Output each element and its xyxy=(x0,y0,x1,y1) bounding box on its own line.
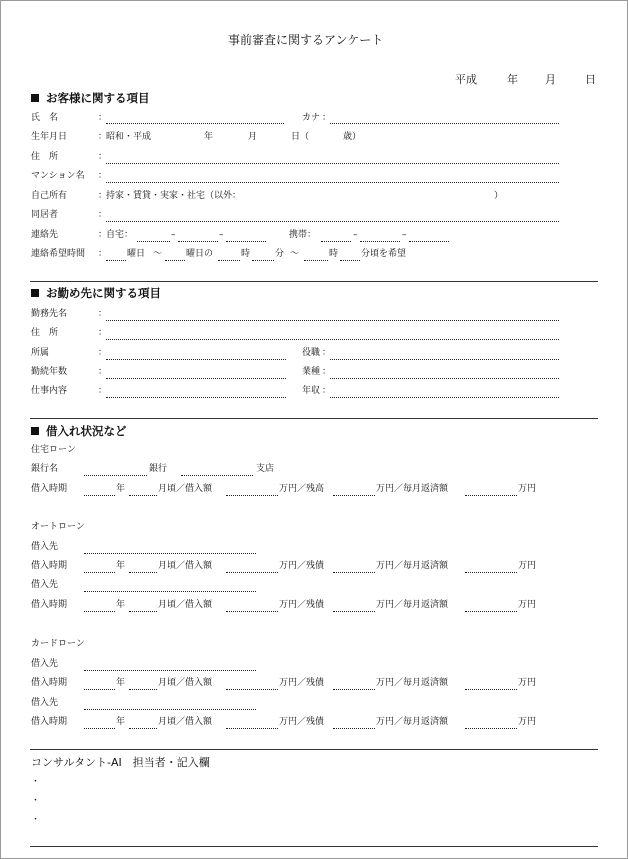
colon: ： xyxy=(98,171,108,181)
card-lender-field[interactable] xyxy=(84,709,256,710)
work-address-label: 住 所 xyxy=(31,328,59,338)
mobile-phone-3[interactable] xyxy=(409,241,449,242)
colon: ： xyxy=(322,367,332,377)
balance-label: 万円／残債 xyxy=(279,678,325,688)
mobile-phone-1[interactable] xyxy=(321,241,351,242)
monthly-label: 万円／毎月返済額 xyxy=(376,484,449,494)
card-time-label: 借入時期 xyxy=(31,717,68,727)
housing-monthly-field[interactable] xyxy=(465,495,517,496)
address-field[interactable] xyxy=(106,163,559,164)
card-month-field[interactable] xyxy=(129,689,157,690)
address-label: 住 所 xyxy=(31,152,59,162)
colon: ： xyxy=(98,309,108,319)
auto-lender-field[interactable] xyxy=(84,553,256,554)
pref-hour2-field[interactable] xyxy=(304,260,328,261)
section-heading-work: お勤め先に関する項目 xyxy=(31,288,161,300)
date-year: 年 xyxy=(507,73,518,86)
auto-time-label: 借入時期 xyxy=(31,561,68,571)
auto-monthly-field[interactable] xyxy=(465,611,517,612)
dash: – xyxy=(219,230,224,240)
colon: ： xyxy=(322,386,332,396)
work-address-field[interactable] xyxy=(106,339,559,340)
birth-day: 日（ xyxy=(291,132,310,142)
home-phone-1[interactable] xyxy=(137,241,170,242)
pref-weekday2: 曜日の xyxy=(186,249,214,259)
card-balance-field[interactable] xyxy=(333,689,375,690)
colon: ： xyxy=(98,191,108,201)
colon: ： xyxy=(98,230,108,240)
auto-monthly-field[interactable] xyxy=(465,572,517,573)
colon: ： xyxy=(98,113,108,123)
pref-suffix: 分頃を希望 xyxy=(361,249,407,259)
monthly-label: 万円／毎月返済額 xyxy=(376,600,449,610)
auto-year-field[interactable] xyxy=(84,611,115,612)
birth-label: 生年月日 xyxy=(31,132,68,142)
pref-minute-field[interactable] xyxy=(252,260,274,261)
colon: ： xyxy=(98,386,108,396)
own-close: ） xyxy=(494,191,504,201)
card-loan-heading: カードローン xyxy=(31,639,85,649)
monthly-label: 万円／毎月返済額 xyxy=(376,678,449,688)
pref-weekday-field[interactable] xyxy=(106,260,126,261)
year-suffix: 年 xyxy=(116,484,126,494)
years-field[interactable] xyxy=(106,378,286,379)
colon: ： xyxy=(322,113,332,123)
industry-field[interactable] xyxy=(330,378,559,379)
auto-balance-field[interactable] xyxy=(333,572,375,573)
colon: ： xyxy=(98,328,108,338)
industry-label: 業種 xyxy=(302,367,321,377)
section-divider xyxy=(30,418,598,419)
monthly-label: 万円／毎月返済額 xyxy=(376,561,449,571)
square-bullet-icon xyxy=(31,427,39,435)
colon: ： xyxy=(98,152,108,162)
year-suffix: 年 xyxy=(116,561,126,571)
month-amount-label: 月頃／借入額 xyxy=(158,717,213,727)
yen-suffix: 万円 xyxy=(518,484,537,494)
yen-suffix: 万円 xyxy=(518,717,537,727)
card-year-field[interactable] xyxy=(84,728,115,729)
wave: ～ xyxy=(153,249,163,259)
kana-field[interactable] xyxy=(330,123,559,124)
dash: – xyxy=(353,230,358,240)
section-heading-customer: お客様に関する項目 xyxy=(31,93,150,105)
birth-era[interactable]: 昭和・平成 xyxy=(106,132,152,142)
card-monthly-field[interactable] xyxy=(465,728,517,729)
name-field[interactable] xyxy=(106,123,284,124)
square-bullet-icon xyxy=(31,94,39,102)
bank-label: 銀行名 xyxy=(31,464,59,474)
memo-bullet[interactable]: ・ xyxy=(31,777,41,787)
year-suffix: 年 xyxy=(116,717,126,727)
date-day: 日 xyxy=(585,73,596,86)
mobile-phone-2[interactable] xyxy=(360,241,400,242)
housing-month-field[interactable] xyxy=(129,495,157,496)
housing-loan-heading: 住宅ローン xyxy=(31,445,76,455)
years-label: 勤続年数 xyxy=(31,367,68,377)
balance-label: 万円／残債 xyxy=(279,600,325,610)
housing-year-field[interactable] xyxy=(84,495,115,496)
name-label: 氏 名 xyxy=(31,113,59,123)
cohab-label: 同居者 xyxy=(31,210,59,220)
company-field[interactable] xyxy=(106,320,559,321)
pref-hour-field[interactable] xyxy=(218,260,240,261)
colon: ： xyxy=(98,132,108,142)
month-amount-label: 月頃／借入額 xyxy=(158,561,213,571)
branch-suffix: 支店 xyxy=(256,464,275,474)
home-label: 自宅： xyxy=(106,230,134,240)
card-lender-field[interactable] xyxy=(84,670,256,671)
card-amount-field[interactable] xyxy=(226,689,278,690)
wave: ～ xyxy=(290,249,300,259)
dept-field[interactable] xyxy=(106,359,286,360)
section-divider xyxy=(30,846,598,847)
hour: 時 xyxy=(329,249,339,259)
own-label: 自己所有 xyxy=(31,191,68,201)
home-phone-3[interactable] xyxy=(226,241,266,242)
bank-suffix: 銀行 xyxy=(149,464,168,474)
dash: – xyxy=(171,230,176,240)
auto-balance-field[interactable] xyxy=(333,611,375,612)
memo-bullet[interactable]: ・ xyxy=(31,796,41,806)
auto-year-field[interactable] xyxy=(84,572,115,573)
section-divider xyxy=(30,749,598,750)
auto-time-label: 借入時期 xyxy=(31,600,68,610)
pref-weekday2-field[interactable] xyxy=(165,260,185,261)
card-month-field[interactable] xyxy=(129,728,157,729)
memo-bullet[interactable]: ・ xyxy=(31,815,41,825)
section-heading-loans: 借入れ状況など xyxy=(31,426,127,438)
company-label: 勤務先名 xyxy=(31,309,68,319)
section-divider xyxy=(30,281,598,282)
housing-balance-field[interactable] xyxy=(333,495,375,496)
kana-label: カナ xyxy=(302,113,321,123)
branch-field[interactable] xyxy=(181,475,253,476)
card-balance-field[interactable] xyxy=(333,728,375,729)
balance-label: 万円／残高 xyxy=(279,484,325,494)
colon: ： xyxy=(98,367,108,377)
month-amount-label: 月頃／借入額 xyxy=(158,484,213,494)
pref-weekday: 曜日 xyxy=(127,249,146,259)
pref-minute2-field[interactable] xyxy=(340,260,360,261)
yen-suffix: 万円 xyxy=(518,600,537,610)
card-monthly-field[interactable] xyxy=(465,689,517,690)
pref-label: 連絡希望時間 xyxy=(31,249,86,259)
income-label: 年収 xyxy=(302,386,321,396)
balance-label: 万円／残債 xyxy=(279,561,325,571)
colon: ： xyxy=(322,348,332,358)
square-bullet-icon xyxy=(31,289,39,297)
card-time-label: 借入時期 xyxy=(31,678,68,688)
colon: ： xyxy=(98,249,108,259)
own-options[interactable]: 持家・賃貸・実家・社宅（以外： xyxy=(106,191,242,201)
auto-lender-label: 借入先 xyxy=(31,542,59,552)
hour: 時 xyxy=(241,249,251,259)
colon: ： xyxy=(98,210,108,220)
consultant-heading: コンサルタント-AI 担当者・記入欄 xyxy=(31,756,210,769)
home-phone-2[interactable] xyxy=(178,241,218,242)
birth-year: 年 xyxy=(204,132,214,142)
balance-label: 万円／残債 xyxy=(279,717,325,727)
auto-loan-heading: オートローン xyxy=(31,522,85,532)
minute: 分 xyxy=(275,249,285,259)
year-suffix: 年 xyxy=(116,678,126,688)
yen-suffix: 万円 xyxy=(518,678,537,688)
auto-amount-field[interactable] xyxy=(226,572,278,573)
card-year-field[interactable] xyxy=(84,689,115,690)
dash: – xyxy=(402,230,407,240)
monthly-label: 万円／毎月返済額 xyxy=(376,717,449,727)
position-label: 役職 xyxy=(302,348,321,358)
date-month: 月 xyxy=(545,73,556,86)
mansion-field[interactable] xyxy=(106,182,559,183)
housing-time-label: 借入時期 xyxy=(31,484,68,494)
job-label: 仕事内容 xyxy=(31,386,68,396)
birth-month: 月 xyxy=(248,132,258,142)
job-field[interactable] xyxy=(106,397,286,398)
position-field[interactable] xyxy=(330,359,559,360)
date-era: 平成 xyxy=(455,73,477,86)
month-amount-label: 月頃／借入額 xyxy=(158,678,213,688)
year-suffix: 年 xyxy=(116,600,126,610)
income-field[interactable] xyxy=(330,397,559,398)
colon: ： xyxy=(98,348,108,358)
mobile-label: 携帯： xyxy=(289,230,317,240)
contact-label: 連絡先 xyxy=(31,230,59,240)
page-title: 事前審査に関するアンケート xyxy=(228,33,384,47)
auto-lender-label: 借入先 xyxy=(31,580,59,590)
birth-age: 歳） xyxy=(343,132,362,142)
month-amount-label: 月頃／借入額 xyxy=(158,600,213,610)
auto-lender-field[interactable] xyxy=(84,591,256,592)
yen-suffix: 万円 xyxy=(518,561,537,571)
auto-month-field[interactable] xyxy=(129,611,157,612)
card-amount-field[interactable] xyxy=(226,728,278,729)
housing-amount-field[interactable] xyxy=(226,495,278,496)
card-lender-label: 借入先 xyxy=(31,698,59,708)
dept-label: 所属 xyxy=(31,348,50,358)
bank-field[interactable] xyxy=(84,475,147,476)
auto-month-field[interactable] xyxy=(129,572,157,573)
cohab-field[interactable] xyxy=(106,221,559,222)
auto-amount-field[interactable] xyxy=(226,611,278,612)
mansion-label: マンション名 xyxy=(31,171,85,181)
card-lender-label: 借入先 xyxy=(31,659,59,669)
